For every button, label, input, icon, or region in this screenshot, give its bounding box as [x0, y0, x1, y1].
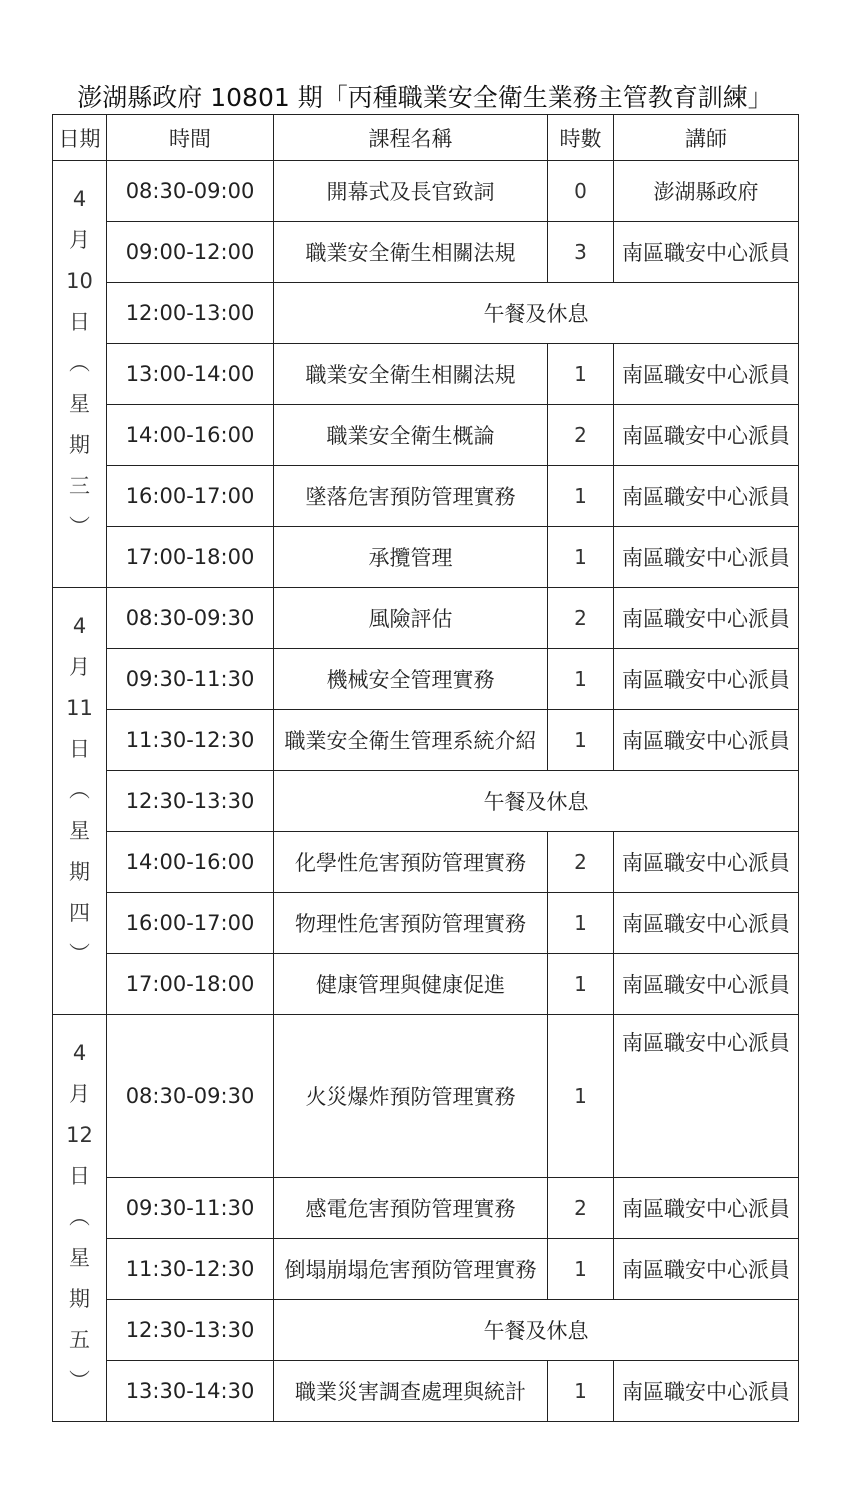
time-cell: 12:30-13:30	[107, 1300, 274, 1361]
date-char: 12	[66, 1123, 93, 1147]
header-instructor: 講師	[614, 115, 799, 161]
course-cell: 倒塌崩塌危害預防管理實務	[274, 1239, 548, 1300]
instructor-cell: 南區職安中心派員	[614, 1178, 799, 1239]
table-row	[53, 832, 799, 893]
instructor-cell: 南區職安中心派員	[614, 1015, 799, 1178]
schedule-body	[53, 161, 799, 1422]
course-cell: 感電危害預防管理實務	[274, 1178, 548, 1239]
course-cell: 火災爆炸預防管理實務	[274, 1015, 548, 1178]
instructor-cell: 南區職安中心派員	[614, 527, 799, 588]
course-cell: 職業安全衛生相關法規	[274, 344, 548, 405]
table-row	[53, 466, 799, 527]
date-char: 星	[69, 819, 90, 843]
date-char: 11	[66, 696, 93, 720]
hours-cell: 1	[548, 466, 614, 527]
hours-cell: 2	[548, 588, 614, 649]
table-row	[53, 1239, 799, 1300]
course-cell: 健康管理與健康促進	[274, 954, 548, 1015]
header-row	[53, 115, 799, 161]
time-cell: 09:30-11:30	[107, 649, 274, 710]
break-row	[53, 1300, 799, 1361]
break-cell: 午餐及休息	[274, 283, 799, 344]
break-cell: 午餐及休息	[274, 1300, 799, 1361]
course-cell: 墜落危害預防管理實務	[274, 466, 548, 527]
header-hours: 時數	[548, 115, 614, 161]
hours-cell: 1	[548, 1361, 614, 1422]
table-row	[53, 405, 799, 466]
time-cell: 13:30-14:30	[107, 1361, 274, 1422]
date-char: 期	[69, 1287, 90, 1311]
course-cell: 職業災害調查處理與統計	[274, 1361, 548, 1422]
table-row	[53, 1361, 799, 1422]
instructor-cell: 南區職安中心派員	[614, 405, 799, 466]
time-cell: 12:30-13:30	[107, 771, 274, 832]
time-cell: 17:00-18:00	[107, 954, 274, 1015]
date-char: 日	[69, 737, 90, 761]
break-row	[53, 771, 799, 832]
time-cell: 14:00-16:00	[107, 832, 274, 893]
instructor-cell: 南區職安中心派員	[614, 466, 799, 527]
date-char: 月	[69, 228, 90, 252]
hours-cell: 1	[548, 1015, 614, 1178]
table-row	[53, 1178, 799, 1239]
instructor-cell: 南區職安中心派員	[614, 832, 799, 893]
break-cell: 午餐及休息	[274, 771, 799, 832]
instructor-cell: 南區職安中心派員	[614, 588, 799, 649]
date-cell	[53, 588, 107, 1015]
time-cell: 16:00-17:00	[107, 893, 274, 954]
hours-cell: 1	[548, 527, 614, 588]
date-char: 月	[69, 655, 90, 679]
date-char: 星	[69, 1246, 90, 1270]
time-cell: 14:00-16:00	[107, 405, 274, 466]
table-row	[53, 588, 799, 649]
hours-cell: 2	[548, 405, 614, 466]
header-course: 課程名稱	[274, 115, 548, 161]
hours-cell: 1	[548, 893, 614, 954]
date-char: ︵	[69, 778, 90, 802]
time-cell: 16:00-17:00	[107, 466, 274, 527]
date-char: 期	[69, 860, 90, 884]
instructor-cell: 南區職安中心派員	[614, 893, 799, 954]
hours-cell: 1	[548, 1239, 614, 1300]
date-cell	[53, 1015, 107, 1422]
header-time: 時間	[107, 115, 274, 161]
course-cell: 承攬管理	[274, 527, 548, 588]
instructor-cell: 南區職安中心派員	[614, 710, 799, 771]
hours-cell: 0	[548, 161, 614, 222]
time-cell: 13:00-14:00	[107, 344, 274, 405]
date-char: 日	[69, 1164, 90, 1188]
time-cell: 08:30-09:30	[107, 588, 274, 649]
time-cell: 11:30-12:30	[107, 1239, 274, 1300]
hours-cell: 2	[548, 832, 614, 893]
date-char: 月	[69, 1082, 90, 1106]
time-cell: 09:30-11:30	[107, 1178, 274, 1239]
date-char: 星	[69, 392, 90, 416]
course-cell: 風險評估	[274, 588, 548, 649]
date-char: 五	[69, 1328, 90, 1352]
course-cell: 開幕式及長官致詞	[274, 161, 548, 222]
instructor-cell: 南區職安中心派員	[614, 222, 799, 283]
date-char: 4	[72, 187, 87, 211]
hours-cell: 1	[548, 649, 614, 710]
date-char: 4	[72, 614, 87, 638]
instructor-cell: 南區職安中心派員	[614, 1239, 799, 1300]
table-row	[53, 649, 799, 710]
document-title: 澎湖縣政府 10801 期「丙種職業安全衛生業務主管教育訓練」	[77, 83, 773, 112]
course-cell: 化學性危害預防管理實務	[274, 832, 548, 893]
date-char: ︵	[69, 351, 90, 375]
course-cell: 物理性危害預防管理實務	[274, 893, 548, 954]
hours-cell: 1	[548, 344, 614, 405]
hours-cell: 1	[548, 954, 614, 1015]
course-cell: 職業安全衛生概論	[274, 405, 548, 466]
time-cell: 09:00-12:00	[107, 222, 274, 283]
course-cell: 職業安全衛生相關法規	[274, 222, 548, 283]
date-char: 四	[69, 901, 90, 925]
date-cell	[53, 161, 107, 588]
time-cell: 08:30-09:30	[107, 1015, 274, 1178]
instructor-cell: 南區職安中心派員	[614, 1361, 799, 1422]
date-char: 三	[69, 474, 90, 498]
date-char: 10	[66, 269, 93, 293]
hours-cell: 2	[548, 1178, 614, 1239]
table-row	[53, 344, 799, 405]
time-cell: 17:00-18:00	[107, 527, 274, 588]
table-row	[53, 527, 799, 588]
table-row	[53, 893, 799, 954]
instructor-cell: 南區職安中心派員	[614, 344, 799, 405]
table-row	[53, 710, 799, 771]
time-cell: 08:30-09:00	[107, 161, 274, 222]
date-char: 4	[72, 1041, 87, 1065]
course-cell: 機械安全管理實務	[274, 649, 548, 710]
date-char: 期	[69, 433, 90, 457]
table-row	[53, 161, 799, 222]
instructor-cell: 澎湖縣政府	[614, 161, 799, 222]
hours-cell: 1	[548, 710, 614, 771]
time-cell: 11:30-12:30	[107, 710, 274, 771]
date-char: ︶	[69, 942, 90, 966]
table-row	[53, 954, 799, 1015]
time-cell: 12:00-13:00	[107, 283, 274, 344]
break-row	[53, 283, 799, 344]
date-char: 日	[69, 310, 90, 334]
instructor-cell: 南區職安中心派員	[614, 649, 799, 710]
table-row	[53, 1015, 799, 1178]
hours-cell: 3	[548, 222, 614, 283]
date-char: ︶	[69, 515, 90, 539]
date-char: ︶	[69, 1369, 90, 1393]
header-date: 日期	[53, 115, 107, 161]
schedule-table	[52, 114, 799, 1422]
instructor-cell: 南區職安中心派員	[614, 954, 799, 1015]
course-cell: 職業安全衛生管理系統介紹	[274, 710, 548, 771]
date-char: ︵	[69, 1205, 90, 1229]
table-row	[53, 222, 799, 283]
